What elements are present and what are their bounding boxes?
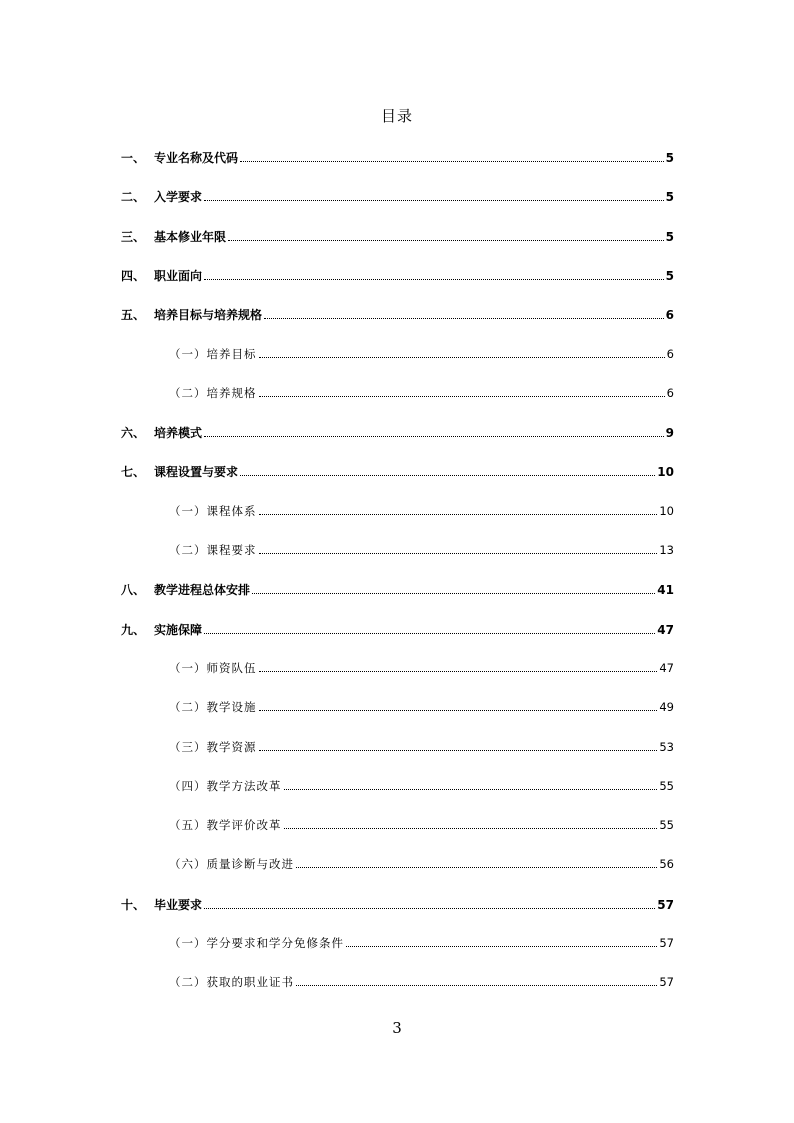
toc-entry-page: 13 — [659, 543, 674, 557]
toc-entry-page: 6 — [666, 347, 674, 361]
toc-entry-page: 10 — [659, 504, 674, 518]
toc-entry[interactable] — [169, 503, 674, 519]
toc-dot-leader — [252, 592, 655, 594]
page-number: 3 — [392, 1019, 402, 1037]
toc-entry-title: （一）师资队伍 — [169, 661, 257, 675]
toc-entry[interactable] — [169, 856, 674, 872]
toc-dot-leader — [259, 709, 658, 711]
toc-entry[interactable] — [121, 267, 674, 283]
toc-entry-title: 专业名称及代码 — [154, 151, 239, 165]
toc-entry-page: 41 — [657, 583, 674, 597]
toc-entry-number: 九、 — [121, 623, 146, 637]
toc-dot-leader — [259, 670, 658, 672]
toc-entry[interactable] — [169, 817, 674, 833]
toc-entry[interactable] — [169, 778, 674, 794]
toc-entry-page: 55 — [659, 818, 674, 832]
toc-entry-title: 培养目标与培养规格 — [154, 308, 263, 322]
toc-entry-number: 四、 — [121, 269, 146, 283]
toc-entry-page: 47 — [659, 661, 674, 675]
toc-dot-leader — [204, 278, 664, 280]
toc-entry[interactable] — [121, 149, 674, 165]
toc-entry-page: 57 — [659, 936, 674, 950]
toc-entry[interactable] — [121, 228, 674, 244]
toc-dot-leader — [259, 749, 658, 751]
toc-entry-number: 五、 — [121, 308, 146, 322]
toc-entry[interactable] — [121, 621, 674, 637]
toc-entry-title: （四）教学方法改革 — [169, 779, 282, 793]
toc-entry-page: 5 — [665, 190, 674, 204]
toc-dot-leader — [204, 199, 664, 201]
toc-entry-title: 入学要求 — [154, 190, 203, 204]
toc-entry-page: 10 — [657, 465, 674, 479]
toc-dot-leader — [259, 395, 665, 397]
toc-entry[interactable] — [169, 385, 674, 401]
toc-dot-leader — [259, 513, 658, 515]
toc-entry-page: 6 — [666, 386, 674, 400]
toc-dot-leader — [284, 788, 658, 790]
toc-entry-title: （一）学分要求和学分免修条件 — [169, 936, 344, 950]
toc-entry-page: 5 — [665, 269, 674, 283]
toc-dot-leader — [204, 435, 664, 437]
toc-entry[interactable] — [169, 739, 674, 755]
toc-entry[interactable] — [169, 935, 674, 951]
toc-entry-title: （二）教学设施 — [169, 700, 257, 714]
toc-entry-page: 56 — [659, 857, 674, 871]
toc-entry-page: 57 — [657, 898, 674, 912]
toc-dot-leader — [204, 632, 655, 634]
toc-entry-title: 教学进程总体安排 — [154, 583, 251, 597]
toc-entry-title: （二）获取的职业证书 — [169, 975, 294, 989]
toc-entry[interactable] — [121, 424, 674, 440]
toc-entry-number: 十、 — [121, 898, 146, 912]
toc-entry[interactable] — [169, 974, 674, 990]
toc-entry-number: 二、 — [121, 190, 146, 204]
toc-entry-title: （三）教学资源 — [169, 740, 257, 754]
toc-dot-leader — [240, 160, 664, 162]
toc-entry-title: 毕业要求 — [154, 898, 203, 912]
toc-entry[interactable] — [169, 699, 674, 715]
toc-entry[interactable] — [121, 581, 674, 597]
toc-entry-title: 职业面向 — [154, 269, 203, 283]
toc-entry-page: 9 — [665, 426, 674, 440]
toc-entry-page: 6 — [665, 308, 674, 322]
toc-entry-title: （二）培养规格 — [169, 386, 257, 400]
toc-entry[interactable] — [121, 188, 674, 204]
toc-entry-title: （二）课程要求 — [169, 543, 257, 557]
toc-entry-title: 基本修业年限 — [154, 230, 227, 244]
toc-dot-leader — [296, 984, 657, 986]
toc-entry-page: 47 — [657, 623, 674, 637]
toc-entry-number: 一、 — [121, 151, 146, 165]
toc-entry-number: 七、 — [121, 465, 146, 479]
toc-entry-page: 49 — [659, 700, 674, 714]
toc-entry[interactable] — [169, 542, 674, 558]
toc-dot-leader — [264, 317, 664, 319]
toc-title: 目录 — [380, 107, 413, 125]
toc-entry-number: 六、 — [121, 426, 146, 440]
toc-entry[interactable] — [169, 660, 674, 676]
toc-dot-leader — [296, 866, 657, 868]
toc-dot-leader — [284, 827, 658, 829]
toc-entry-number: 八、 — [121, 583, 146, 597]
toc-entry-page: 5 — [665, 151, 674, 165]
toc-entry-title: （六）质量诊断与改进 — [169, 857, 294, 871]
toc-dot-leader — [228, 239, 664, 241]
toc-entry-title: 课程设置与要求 — [154, 465, 239, 479]
toc-entry[interactable] — [121, 463, 674, 479]
toc-dot-leader — [240, 474, 655, 476]
toc-dot-leader — [259, 356, 665, 358]
toc-entry-page: 5 — [665, 230, 674, 244]
toc-entry-title: 实施保障 — [154, 623, 203, 637]
toc-entry[interactable] — [121, 896, 674, 912]
toc-entry-number: 三、 — [121, 230, 146, 244]
toc-entry-title: （一）培养目标 — [169, 347, 257, 361]
toc-entry[interactable] — [169, 346, 674, 362]
toc-entry-page: 53 — [659, 740, 674, 754]
toc-dot-leader — [204, 907, 655, 909]
toc-entry-page: 57 — [659, 975, 674, 989]
toc-entry-title: 培养模式 — [154, 426, 203, 440]
toc-dot-leader — [259, 552, 658, 554]
toc-entry[interactable] — [121, 306, 674, 322]
toc-entry-page: 55 — [659, 779, 674, 793]
toc-entry-title: （五）教学评价改革 — [169, 818, 282, 832]
toc-dot-leader — [346, 945, 657, 947]
toc-entry-title: （一）课程体系 — [169, 504, 257, 518]
